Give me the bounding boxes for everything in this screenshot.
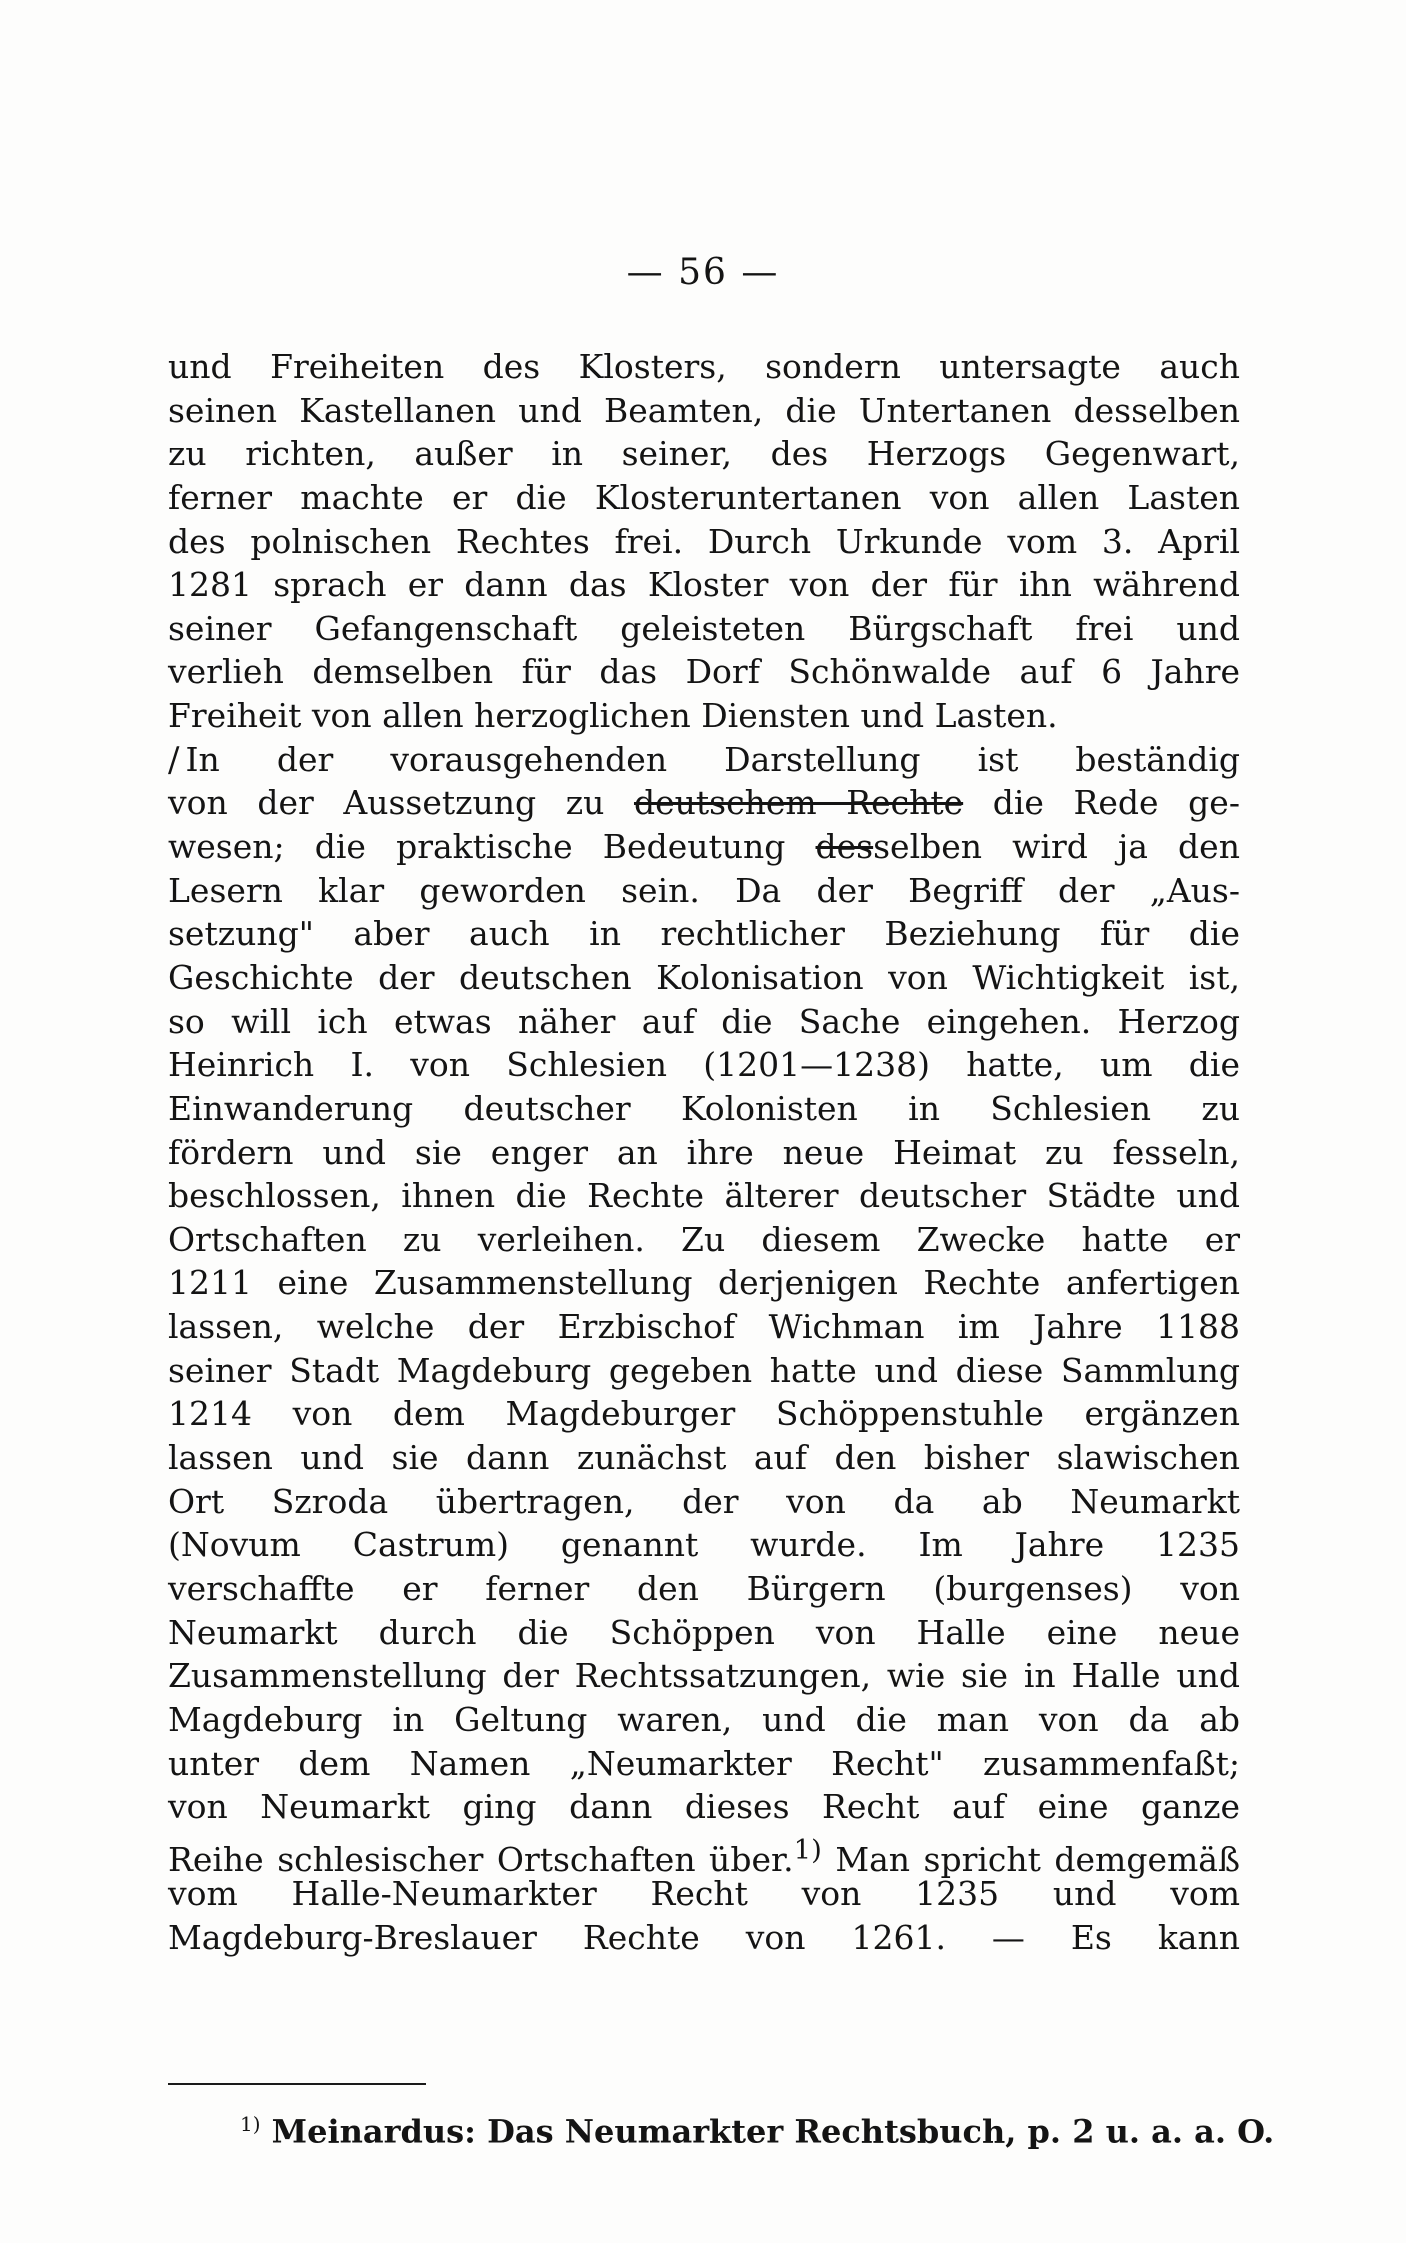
text-line-start: wesen; die praktische Bedeutung [168,827,786,867]
text-line: lassen und sie dann zunächst auf den bisher slawischen [168,1438,1240,1478]
text-line: Geschichte der deutschen Kolonisation von Wichtigkeit ist, [168,957,1240,997]
text-line-start: von der Aussetzung zu [168,783,605,823]
text-line: Ortschaften zu verleihen. Zu diesem Zwecke hatte er [168,1219,1240,1259]
text-line: beschlossen, ihnen die Rechte älterer deutscher Städte und [168,1176,1240,1216]
text-line [168,781,1240,825]
text-line [168,1829,1240,1879]
text-line-end: Man spricht demgemäß [821,1839,1240,1879]
footnote-text: Meinardus: Das Neumarkter Rechtsbuch, p. 2 u. a. a. O. [271,2112,1275,2151]
page-number: — 56 — [626,252,780,293]
text-line: des polnischen Rechtes frei. Durch Urkunde vom 3. April [168,521,1240,561]
text-line: Zusammenstellung der Rechtssatzungen, wie sie in Halle und [168,1656,1240,1696]
footnote-marker: 1) [240,2112,261,2136]
text-line: seiner Stadt Magdeburg gegeben hatte und diese Sammlung [168,1350,1240,1390]
text-line: 1211 eine Zusammenstellung derjenigen Rechte anfertigen [168,1263,1240,1303]
text-line-end: selben wird ja den [873,827,1240,867]
text-line: Magdeburg in Geltung waren, und die man von da ab [168,1699,1240,1739]
paragraph-mark: ∕ [168,739,180,780]
text-line: Heinrich I. von Schlesien (1201—1238) hatte, um die [168,1045,1240,1085]
text-line [168,738,1240,782]
text-line: Magdeburg-Breslauer Rechte von 1261. — Es kann [168,1918,1240,1958]
text-line: Einwanderung deutscher Kolonisten in Schlesien zu [168,1088,1240,1128]
text-line: seinen Kastellanen und Beamten, die Untertanen desselben [168,390,1240,430]
text-line: so will ich etwas näher auf die Sache eingehen. Herzog [168,1001,1240,1041]
text-line: Ort Szroda übertragen, der von da ab Neumarkt [168,1481,1240,1521]
footnote-divider [168,2083,426,2085]
text-line-end: die Rede ge- [992,783,1240,823]
text-line: Neumarkt durch die Schöppen von Halle eine neue [168,1612,1240,1652]
text-line: 1214 von dem Magdeburger Schöppenstuhle ergänzen [168,1394,1240,1434]
footnote-reference: 1) [793,1833,822,1866]
text-line: vom Halle-Neumarkter Recht von 1235 und vom [168,1874,1240,1914]
text-line: Lesern klar geworden sein. Da der Begriff der „Aus- [168,870,1240,910]
text-line: 1281 sprach er dann das Kloster von der für ihn während [168,565,1240,605]
text-line: verlieh demselben für das Dorf Schönwalde auf 6 Jahre [168,652,1240,692]
text-line: unter dem Namen „Neumarkter Recht" zusammenfaßt; [168,1743,1240,1783]
struck-text: des [815,827,874,867]
text-line: fördern und sie enger an ihre neue Heimat zu fesseln, [168,1132,1240,1172]
text-line: lassen, welche der Erzbischof Wichman im Jahre 1188 [168,1307,1240,1347]
text-line: zu richten, außer in seiner, des Herzogs Gegenwart, [168,434,1240,474]
body-text [168,345,1240,1960]
text-line-start: Reihe schlesischer Ortschaften über. [168,1839,794,1879]
text-line: von Neumarkt ging dann dieses Recht auf eine ganze [168,1787,1240,1827]
text-line: und Freiheiten des Klosters, sondern untersagte auch [168,347,1240,386]
text-line: setzung" aber auch in rechtlicher Beziehung für die [168,914,1240,954]
text-line: seiner Gefangenschaft geleisteten Bürgschaft frei und [168,608,1240,648]
text-line-start: In der vorausgehenden Darstellung ist beständig [185,739,1240,779]
text-line: verschaffte er ferner den Bürgern (burgenses) von [168,1568,1240,1608]
text-line: ferner machte er die Klosteruntertanen von allen Lasten [168,477,1240,517]
footnote [240,2112,1275,2151]
text-line: (Novum Castrum) genannt wurde. Im Jahre 1235 [168,1525,1240,1565]
text-line: Freiheit von allen herzoglichen Diensten und Lasten. [168,696,1058,736]
struck-text: deutschem Rechte [633,783,964,823]
text-line [168,825,1240,869]
